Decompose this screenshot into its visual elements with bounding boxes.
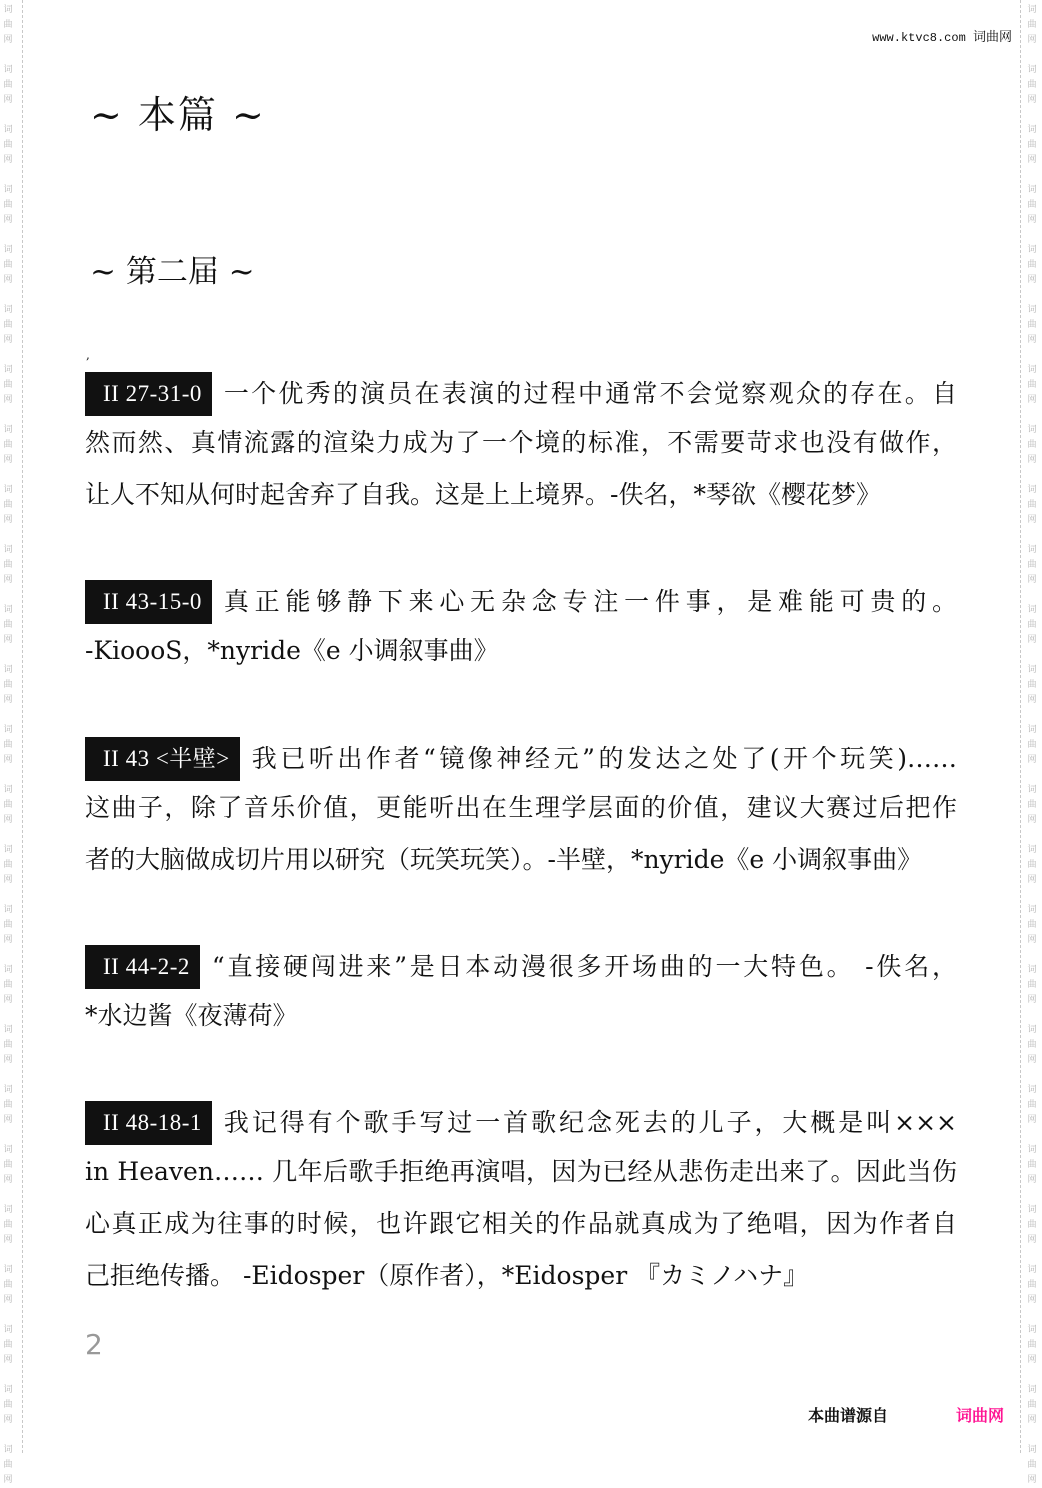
watermark-text: 词 曲 网: [3, 905, 13, 945]
right-margin-line: [1020, 0, 1021, 1453]
entry-label: II 27-31-0: [85, 372, 212, 416]
page-number: 2: [85, 1328, 103, 1361]
left-margin-line: [22, 0, 23, 1453]
watermark-text: 词 曲 网: [1027, 485, 1037, 525]
watermark-text: 词 曲 网: [3, 365, 13, 405]
watermark-text: 词 曲 网: [1027, 5, 1037, 45]
watermark-text: 词 曲 网: [3, 245, 13, 285]
watermark-text: 词 曲 网: [1027, 665, 1037, 705]
watermark-text: 词 曲 网: [3, 1145, 13, 1185]
site-name: 词曲网: [972, 30, 1012, 45]
watermark-text: 词 曲 网: [3, 545, 13, 585]
watermark-text: 词 曲 网: [3, 785, 13, 825]
watermark-text: 词 曲 网: [3, 1385, 13, 1425]
watermark-text: 词 曲 网: [3, 965, 13, 1005]
watermark-text: 词 曲 网: [3, 125, 13, 165]
watermark-text: 词 曲 网: [1027, 965, 1037, 1005]
watermark-text: 词 曲 网: [3, 1025, 13, 1065]
watermark-text: 词 曲 网: [1027, 185, 1037, 225]
site-url: www.ktvc8.com: [872, 31, 966, 45]
entry: [85, 1097, 957, 1305]
entry-text-line: 一个优秀的演员在表演的过程中通常不会觉察观众的存在。自: [223, 379, 957, 408]
entry-first-line: [85, 1097, 957, 1149]
watermark-text: 词 曲 网: [3, 1265, 13, 1305]
watermark-text: 词 曲 网: [3, 725, 13, 765]
entry: [85, 941, 957, 1045]
watermark-text: 词 曲 网: [1027, 1385, 1037, 1425]
entry-label: II 48-18-1: [85, 1101, 212, 1145]
entry: [85, 368, 957, 524]
watermark-text: 词 曲 网: [1027, 785, 1037, 825]
entry-text-line: 让人不知从何时起舍弃了自我。这是上上境界。-佚名，*琴欲《樱花梦》: [85, 480, 881, 509]
watermark-text: 词 曲 网: [1027, 725, 1037, 765]
watermark-text: 词 曲 网: [3, 1085, 13, 1125]
entry-text-line: “直接硬闯进来”是日本动漫很多开场曲的一大特色。 -佚名，: [211, 952, 957, 981]
entry-text-line: 心真正成为往事的时候，也许跟它相关的作品就真成为了绝唱，因为作者自: [85, 1209, 957, 1238]
stray-mark: ,: [86, 348, 90, 362]
footer-brand: 词曲网: [956, 1406, 1005, 1425]
section-title: ~ 本篇 ~: [90, 93, 266, 137]
watermark-text: 词 曲 网: [1027, 245, 1037, 285]
watermark-text: 词 曲 网: [3, 1325, 13, 1365]
watermark-text: 词 曲 网: [3, 1205, 13, 1245]
watermark-text: 词 曲 网: [3, 305, 13, 345]
entry-text-line: 这曲子，除了音乐价值，更能听出在生理学层面的价值，建议大赛过后把作: [85, 793, 957, 822]
watermark-text: 词 曲 网: [1027, 305, 1037, 345]
entry-first-line: [85, 368, 957, 420]
entry-text-line: -KioooS，*nyride《e 小调叙事曲》: [85, 636, 499, 665]
page-header: [872, 26, 1012, 45]
entry: [85, 733, 957, 889]
entry-text-line: in Heaven…… 几年后歌手拒绝再演唱，因为已经从悲伤走出来了。因此当伤: [85, 1157, 957, 1186]
watermark-text: 词 曲 网: [3, 5, 13, 45]
section-subtitle: ~ 第二届 ~: [90, 254, 255, 290]
watermark-text: 词 曲 网: [3, 185, 13, 225]
watermark-text: 词 曲 网: [1027, 605, 1037, 645]
footer-source-label: 本曲谱源自: [808, 1406, 889, 1425]
watermark-text: 词 曲 网: [3, 605, 13, 645]
entry-text-line: 我记得有个歌手写过一首歌纪念死去的儿子，大概是叫×××: [223, 1108, 957, 1137]
entry-text-line: 然而然、真情流露的渲染力成为了一个境的标准，不需要苛求也没有做作，: [85, 428, 957, 457]
watermark-text: 词 曲 网: [1027, 1445, 1037, 1485]
entry-text-line: 者的大脑做成切片用以研究（玩笑玩笑）。-半壁，*nyride《e 小调叙事曲》: [85, 845, 923, 874]
watermark-text: 词 曲 网: [1027, 125, 1037, 165]
watermark-text: 词 曲 网: [3, 65, 13, 105]
watermark-text: 词 曲 网: [1027, 845, 1037, 885]
watermark-text: 词 曲 网: [1027, 905, 1037, 945]
watermark-text: 词 曲 网: [1027, 1205, 1037, 1245]
watermark-text: 词 曲 网: [1027, 1265, 1037, 1305]
entry-text-line: *水边酱《夜薄荷》: [85, 1001, 298, 1030]
entry-label: II 43-15-0: [85, 580, 212, 624]
watermark-text: 词 曲 网: [1027, 545, 1037, 585]
entry-first-line: [85, 733, 957, 785]
watermark-text: 词 曲 网: [1027, 1145, 1037, 1185]
entry-label: II 43 <半壁>: [85, 737, 240, 781]
watermark-text: 词 曲 网: [3, 485, 13, 525]
watermark-text: 词 曲 网: [3, 1445, 13, 1485]
watermark-text: 词 曲 网: [1027, 1085, 1037, 1125]
watermark-text: 词 曲 网: [1027, 365, 1037, 405]
watermark-text: 词 曲 网: [1027, 425, 1037, 465]
watermark-text: 词 曲 网: [1027, 65, 1037, 105]
entry-first-line: [85, 576, 957, 628]
entry-text-line: 真正能够静下来心无杂念专注一件事，是难能可贵的。: [223, 587, 957, 616]
entry-first-line: [85, 941, 957, 993]
entry: [85, 576, 957, 680]
watermark-text: 词 曲 网: [3, 665, 13, 705]
watermark-text: 词 曲 网: [1027, 1025, 1037, 1065]
entry-text-line: 己拒绝传播。 -Eidosper（原作者），*Eidosper 『カミノハナ』: [85, 1261, 809, 1290]
entry-text-line: 我已听出作者“镜像神经元”的发达之处了(开个玩笑)……: [251, 744, 957, 773]
entry-label: II 44-2-2: [85, 945, 200, 989]
watermark-text: 词 曲 网: [3, 425, 13, 465]
watermark-text: 词 曲 网: [3, 845, 13, 885]
watermark-text: 词 曲 网: [1027, 1325, 1037, 1365]
